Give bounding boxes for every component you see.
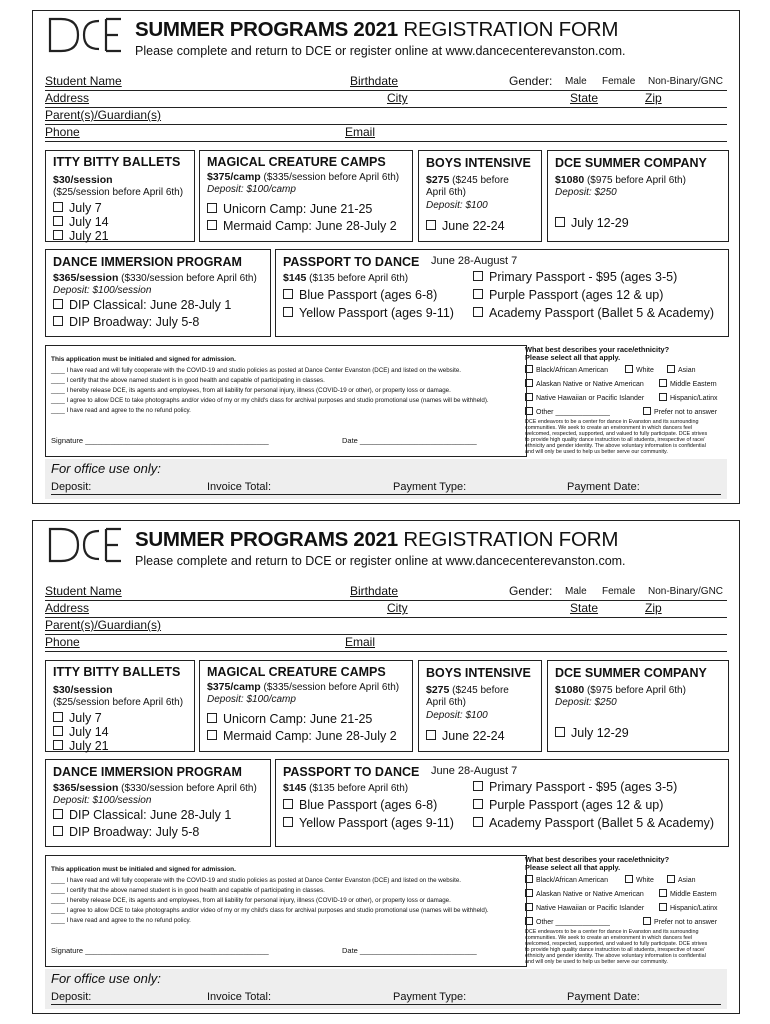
magical-creature-camps-box: [199, 150, 413, 242]
option-checkbox[interactable]: DIP Classical: June 28-July 1: [53, 808, 231, 822]
state-field[interactable]: State: [570, 601, 599, 615]
ethnicity-option[interactable]: Native Hawaiian or Pacific Islander: [525, 393, 644, 402]
boys-intensive-box: [418, 660, 542, 752]
program-deposit: Deposit: $100/camp: [207, 184, 296, 195]
ethnicity-option[interactable]: Other ______________: [525, 917, 610, 926]
option-checkbox[interactable]: July 14: [53, 725, 109, 739]
ethnicity-note: welcomed, respected, supported, and valued to fully participate. DCE strives: [525, 941, 708, 947]
boys-intensive-box: [418, 150, 542, 242]
itty-bitty-ballets-box: [45, 660, 195, 752]
option-checkbox[interactable]: July 21: [53, 229, 109, 243]
parents-row: [45, 107, 727, 125]
option-checkbox[interactable]: Purple Passport (ages 12 & up): [473, 798, 663, 812]
ethnicity-option[interactable]: Middle Eastern: [659, 889, 717, 898]
option-checkbox[interactable]: DIP Broadway: July 5-8: [53, 315, 199, 329]
option-checkbox[interactable]: Mermaid Camp: June 28-July 2: [207, 729, 397, 743]
ethnicity-note: DCE endeavors to be a center for dance in Evanston and its surrounding: [525, 929, 699, 935]
gender-option-male[interactable]: Male: [565, 586, 587, 597]
office-payment-date-field[interactable]: Payment Date:: [567, 481, 640, 493]
office-use-section: [45, 969, 727, 1009]
option-checkbox[interactable]: Academy Passport (Ballet 5 & Academy): [473, 816, 714, 830]
program-deposit: Deposit: $100: [426, 710, 488, 721]
ethnicity-option[interactable]: Hispanic/Latinx: [659, 393, 717, 402]
city-field[interactable]: City: [387, 91, 408, 105]
ethnicity-option[interactable]: Black/African American: [525, 875, 608, 884]
program-price: $145 ($135 before April 6th): [283, 272, 409, 284]
parents-field[interactable]: Parent(s)/Guardian(s): [45, 108, 162, 122]
ethnicity-option[interactable]: White: [625, 365, 654, 374]
ethnicity-note: communities. We seek to create an environment in which dancers feel: [525, 935, 693, 941]
address-row: [45, 90, 727, 108]
program-title: MAGICAL CREATURE CAMPS: [207, 155, 386, 169]
option-checkbox[interactable]: Primary Passport - $95 (ages 3-5): [473, 780, 677, 794]
ethnicity-note: to provide high quality dance instruction to all students, irrespective of race/: [525, 947, 705, 953]
program-price: $375/camp ($335/session before April 6th): [207, 171, 400, 183]
dance-immersion-program-box: [45, 249, 271, 337]
ethnicity-instruction: Please select all that apply.: [525, 863, 621, 872]
agreement-line[interactable]: ____ I have read and agree to the no refund policy.: [51, 917, 191, 924]
gender-option-female[interactable]: Female: [602, 76, 636, 87]
option-checkbox[interactable]: July 7: [53, 201, 102, 215]
student-name-field[interactable]: Student Name: [45, 584, 122, 598]
ethnicity-section: [525, 855, 729, 969]
signature-field[interactable]: Signature ____________________________________________: [51, 946, 269, 955]
phone-row: [45, 124, 727, 142]
program-title: DCE SUMMER COMPANY: [555, 156, 707, 170]
ethnicity-question: What best describes your race/ethnicity?: [525, 345, 670, 354]
ethnicity-option[interactable]: Middle Eastern: [659, 379, 717, 388]
agreement-line[interactable]: ____ I have read and will fully cooperate with the COVID-19 and studio policies as posted at Dance Center Evanston (DCE) and listed on the website.: [51, 367, 461, 374]
option-checkbox[interactable]: July 12-29: [555, 726, 629, 740]
birthdate-field[interactable]: Birthdate: [350, 74, 399, 88]
dce-summer-company-box: [547, 660, 729, 752]
office-deposit-field[interactable]: Deposit:: [51, 991, 92, 1003]
program-title: ITTY BITTY BALLETS: [53, 155, 181, 169]
option-checkbox[interactable]: July 7: [53, 711, 102, 725]
passport-to-dance-box: [275, 759, 729, 847]
program-title: PASSPORT TO DANCE: [283, 765, 420, 779]
office-underline: [51, 1004, 721, 1005]
program-dates: June 28-August 7: [431, 255, 518, 267]
office-payment-type-field[interactable]: Payment Type:: [393, 481, 467, 493]
agreement-line[interactable]: ____ I certify that the above named student is in good health and capable of participating in classes.: [51, 887, 325, 894]
gender-option-nonbinary[interactable]: Non-Binary/GNC: [648, 76, 724, 87]
program-early-price: April 6th): [426, 697, 467, 708]
program-deposit: Deposit: $100: [426, 200, 488, 211]
option-checkbox[interactable]: DIP Classical: June 28-July 1: [53, 298, 231, 312]
ethnicity-option[interactable]: Other ______________: [525, 407, 610, 416]
program-early-price: ($25/session before April 6th): [53, 187, 184, 198]
program-deposit: Deposit: $100/session: [53, 795, 152, 806]
office-use-title: For office use only:: [51, 461, 161, 476]
option-checkbox[interactable]: June 22-24: [426, 729, 505, 743]
signature-field[interactable]: Signature ____________________________________________: [51, 436, 269, 445]
ethnicity-note: welcomed, respected, supported, and valued to fully participate. DCE strives: [525, 431, 708, 437]
option-checkbox[interactable]: Yellow Passport (ages 9-11): [283, 816, 454, 830]
agreement-heading: This application must be initialed and signed for admission.: [51, 356, 236, 363]
option-checkbox[interactable]: DIP Broadway: July 5-8: [53, 825, 199, 839]
program-title: ITTY BITTY BALLETS: [53, 665, 181, 679]
agreement-heading: This application must be initialed and signed for admission.: [51, 866, 236, 873]
zip-field[interactable]: Zip: [645, 601, 662, 615]
program-price: $275 ($245 before: [426, 174, 509, 186]
parents-row: [45, 617, 727, 635]
program-title: PASSPORT TO DANCE: [283, 255, 420, 269]
phone-field[interactable]: Phone: [45, 125, 80, 139]
address-row: [45, 600, 727, 618]
office-use-section: [45, 459, 727, 499]
gender-option-female[interactable]: Female: [602, 586, 636, 597]
option-checkbox[interactable]: Academy Passport (Ballet 5 & Academy): [473, 306, 714, 320]
ethnicity-instruction: Please select all that apply.: [525, 353, 621, 362]
ethnicity-note: to provide high quality dance instruction to all students, irrespective of race/: [525, 437, 705, 443]
option-checkbox[interactable]: Blue Passport (ages 6-8): [283, 798, 437, 812]
option-checkbox[interactable]: Unicorn Camp: June 21-25: [207, 202, 372, 216]
ethnicity-note: and will only be used to help us better serve our community.: [525, 959, 668, 965]
agreement-line[interactable]: ____ I hereby release DCE, its agents and employees, from all liability for personal injury, illness (COVID-19 or other), or property loss or damage.: [51, 387, 451, 394]
option-checkbox[interactable]: Yellow Passport (ages 9-11): [283, 306, 454, 320]
program-deposit: Deposit: $100/session: [53, 285, 152, 296]
date-field[interactable]: Date ____________________________: [342, 946, 477, 955]
option-checkbox[interactable]: July 21: [53, 739, 109, 753]
agreement-box: [45, 855, 527, 967]
address-field[interactable]: Address: [45, 601, 90, 615]
program-price: $365/session ($330/session before April 6th): [53, 272, 257, 284]
program-early-price: ($25/session before April 6th): [53, 697, 184, 708]
program-deposit: Deposit: $250: [555, 697, 617, 708]
program-early-price: April 6th): [426, 187, 467, 198]
program-price: $145 ($135 before April 6th): [283, 782, 409, 794]
program-dates: June 28-August 7: [431, 765, 518, 777]
gender-option-male[interactable]: Male: [565, 76, 587, 87]
zip-field[interactable]: Zip: [645, 91, 662, 105]
gender-label: Gender:: [509, 74, 553, 88]
ethnicity-question: What best describes your race/ethnicity?: [525, 855, 670, 864]
ethnicity-option[interactable]: Asian: [667, 365, 696, 374]
office-payment-type-field[interactable]: Payment Type:: [393, 991, 467, 1003]
itty-bitty-ballets-box: [45, 150, 195, 242]
ethnicity-option[interactable]: Asian: [667, 875, 696, 884]
office-invoice-field[interactable]: Invoice Total:: [207, 991, 272, 1003]
ethnicity-option[interactable]: White: [625, 875, 654, 884]
office-use-title: For office use only:: [51, 971, 161, 986]
birthdate-field[interactable]: Birthdate: [350, 584, 399, 598]
agreement-line[interactable]: ____ I hereby release DCE, its agents and employees, from all liability for personal injury, illness (COVID-19 or other), or property loss or damage.: [51, 897, 451, 904]
ethnicity-option[interactable]: Alaskan Native or Native American: [525, 889, 644, 898]
office-underline: [51, 494, 721, 495]
student-name-field[interactable]: Student Name: [45, 74, 122, 88]
program-title: BOYS INTENSIVE: [426, 156, 531, 170]
passport-to-dance-box: [275, 249, 729, 337]
option-checkbox[interactable]: Mermaid Camp: June 28-July 2: [207, 219, 397, 233]
option-checkbox[interactable]: Purple Passport (ages 12 & up): [473, 288, 663, 302]
program-price: $275 ($245 before: [426, 684, 509, 696]
office-payment-date-field[interactable]: Payment Date:: [567, 991, 640, 1003]
program-deposit: Deposit: $250: [555, 187, 617, 198]
phone-row: [45, 634, 727, 652]
student-row: [45, 73, 727, 91]
page-title: SUMMER PROGRAMS 2021 REGISTRATION FORM: [135, 528, 619, 551]
ethnicity-note: and will only be used to help us better serve our community.: [525, 449, 668, 455]
magical-creature-camps-box: [199, 660, 413, 752]
ethnicity-option[interactable]: Native Hawaiian or Pacific Islander: [525, 903, 644, 912]
registration-form: [32, 520, 740, 1014]
ethnicity-section: [525, 345, 729, 459]
dce-logo-icon: [47, 17, 123, 53]
program-deposit: Deposit: $100/camp: [207, 694, 296, 705]
ethnicity-note: DCE endeavors to be a center for dance in Evanston and its surrounding: [525, 419, 699, 425]
email-field[interactable]: Email: [345, 635, 376, 649]
city-field[interactable]: City: [387, 601, 408, 615]
agreement-line[interactable]: ____ I agree to allow DCE to take photographs and/or video of my or my child's class for archival purposes and studio promotional use (names will be withheld).: [51, 397, 489, 404]
program-title: DANCE IMMERSION PROGRAM: [53, 765, 242, 779]
program-price: $1080 ($975 before April 6th): [555, 174, 686, 186]
program-price: $375/camp ($335/session before April 6th): [207, 681, 400, 693]
email-field[interactable]: Email: [345, 125, 376, 139]
page-title: SUMMER PROGRAMS 2021 REGISTRATION FORM: [135, 18, 619, 41]
state-field[interactable]: State: [570, 91, 599, 105]
agreement-box: [45, 345, 527, 457]
dance-immersion-program-box: [45, 759, 271, 847]
office-invoice-field[interactable]: Invoice Total:: [207, 481, 272, 493]
ethnicity-option[interactable]: Black/African American: [525, 365, 608, 374]
registration-form: [32, 10, 740, 504]
option-checkbox[interactable]: Unicorn Camp: June 21-25: [207, 712, 372, 726]
program-price: $30/session: [53, 684, 113, 696]
option-checkbox[interactable]: Blue Passport (ages 6-8): [283, 288, 437, 302]
date-field[interactable]: Date ____________________________: [342, 436, 477, 445]
ethnicity-option[interactable]: Alaskan Native or Native American: [525, 379, 644, 388]
agreement-line[interactable]: ____ I agree to allow DCE to take photographs and/or video of my or my child's class for archival purposes and studio promotional use (names will be withheld).: [51, 907, 489, 914]
agreement-line[interactable]: ____ I have read and will fully cooperate with the COVID-19 and studio policies as posted at Dance Center Evanston (DCE) and listed on the website.: [51, 877, 461, 884]
dce-logo-icon: [47, 527, 123, 563]
option-checkbox[interactable]: June 22-24: [426, 219, 505, 233]
program-title: MAGICAL CREATURE CAMPS: [207, 665, 386, 679]
student-row: [45, 583, 727, 601]
program-price: $30/session: [53, 174, 113, 186]
gender-option-nonbinary[interactable]: Non-Binary/GNC: [648, 586, 724, 597]
page-subtitle: Please complete and return to DCE or register online at www.dancecenterevanston.com.: [135, 554, 626, 568]
program-title: DCE SUMMER COMPANY: [555, 666, 707, 680]
agreement-line[interactable]: ____ I have read and agree to the no refund policy.: [51, 407, 191, 414]
dce-summer-company-box: [547, 150, 729, 242]
page-subtitle: Please complete and return to DCE or register online at www.dancecenterevanston.com.: [135, 44, 626, 58]
ethnicity-note: communities. We seek to create an environment in which dancers feel: [525, 425, 693, 431]
address-field[interactable]: Address: [45, 91, 90, 105]
gender-label: Gender:: [509, 584, 553, 598]
option-checkbox[interactable]: July 12-29: [555, 216, 629, 230]
program-price: $1080 ($975 before April 6th): [555, 684, 686, 696]
ethnicity-note: ethnicity and gender identity. The above voluntary information is confidential: [525, 443, 706, 449]
ethnicity-option[interactable]: Prefer not to answer: [643, 407, 717, 416]
ethnicity-option[interactable]: Hispanic/Latinx: [659, 903, 717, 912]
parents-field[interactable]: Parent(s)/Guardian(s): [45, 618, 162, 632]
office-deposit-field[interactable]: Deposit:: [51, 481, 92, 493]
program-title: BOYS INTENSIVE: [426, 666, 531, 680]
program-price: $365/session ($330/session before April 6th): [53, 782, 257, 794]
option-checkbox[interactable]: Primary Passport - $95 (ages 3-5): [473, 270, 677, 284]
agreement-line[interactable]: ____ I certify that the above named student is in good health and capable of participating in classes.: [51, 377, 325, 384]
ethnicity-option[interactable]: Prefer not to answer: [643, 917, 717, 926]
ethnicity-note: ethnicity and gender identity. The above voluntary information is confidential: [525, 953, 706, 959]
program-title: DANCE IMMERSION PROGRAM: [53, 255, 242, 269]
phone-field[interactable]: Phone: [45, 635, 80, 649]
option-checkbox[interactable]: July 14: [53, 215, 109, 229]
